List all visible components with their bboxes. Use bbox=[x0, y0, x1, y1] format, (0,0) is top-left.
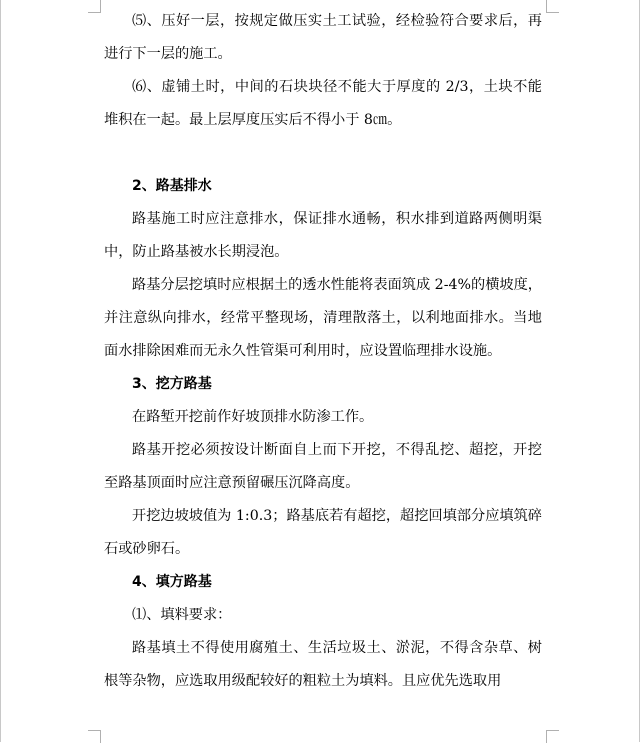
paragraph: ⑹、虚铺土时，中间的石块块径不能大于厚度的 2/3，土块不能堆积在一起。最上层厚度压实后不得小于 8㎝。 bbox=[104, 79, 542, 128]
paragraph: 路基开挖必须按设计断面自上而下开挖，不得乱挖、超挖，开挖至路基顶面时应注意预留碾压沉降高度。 bbox=[104, 442, 542, 491]
margin-corner-mark bbox=[88, 730, 101, 743]
margin-corner-mark bbox=[546, 730, 559, 743]
section-heading: 3、挖方路基 bbox=[132, 376, 212, 392]
paragraph: 路基填土不得使用腐殖土、生活垃圾土、淤泥，不得含杂草、树根等杂物，应选取用级配较好的粗粒土为填料。且应优先选取用 bbox=[104, 640, 542, 689]
section-heading: 2、路基排水 bbox=[132, 178, 212, 194]
paragraph: ⑴、填料要求： bbox=[132, 607, 232, 623]
paragraph: 在路堑开挖前作好坡顶排水防渗工作。 bbox=[132, 409, 374, 425]
paragraph: ⑸、压好一层，按规定做压实土工试验，经检验符合要求后，再进行下一层的施工。 bbox=[104, 13, 542, 62]
blank-line bbox=[104, 137, 542, 170]
paragraph: 开挖边坡坡值为 1:0.3；路基底若有超挖，超挖回填部分应填筑碎石或砂卵石。 bbox=[104, 508, 542, 557]
document-body bbox=[104, 5, 542, 698]
margin-corner-mark bbox=[88, 0, 101, 13]
margin-corner-mark bbox=[546, 0, 559, 13]
paragraph: 路基施工时应注意排水，保证排水通畅，积水排到道路两侧明渠中，防止路基被水长期浸泡。 bbox=[104, 211, 542, 260]
page-border-left bbox=[0, 0, 1, 742]
paragraph: 路基分层挖填时应根据土的透水性能将表面筑成 2-4%的横坡度，并注意纵向排水，经常平整现场，清理散落土，以利地面排水。当地面水排除困难而无永久性管渠可利用时，应设置临理排水设施。 bbox=[104, 277, 542, 359]
section-heading: 4、填方路基 bbox=[132, 574, 212, 590]
